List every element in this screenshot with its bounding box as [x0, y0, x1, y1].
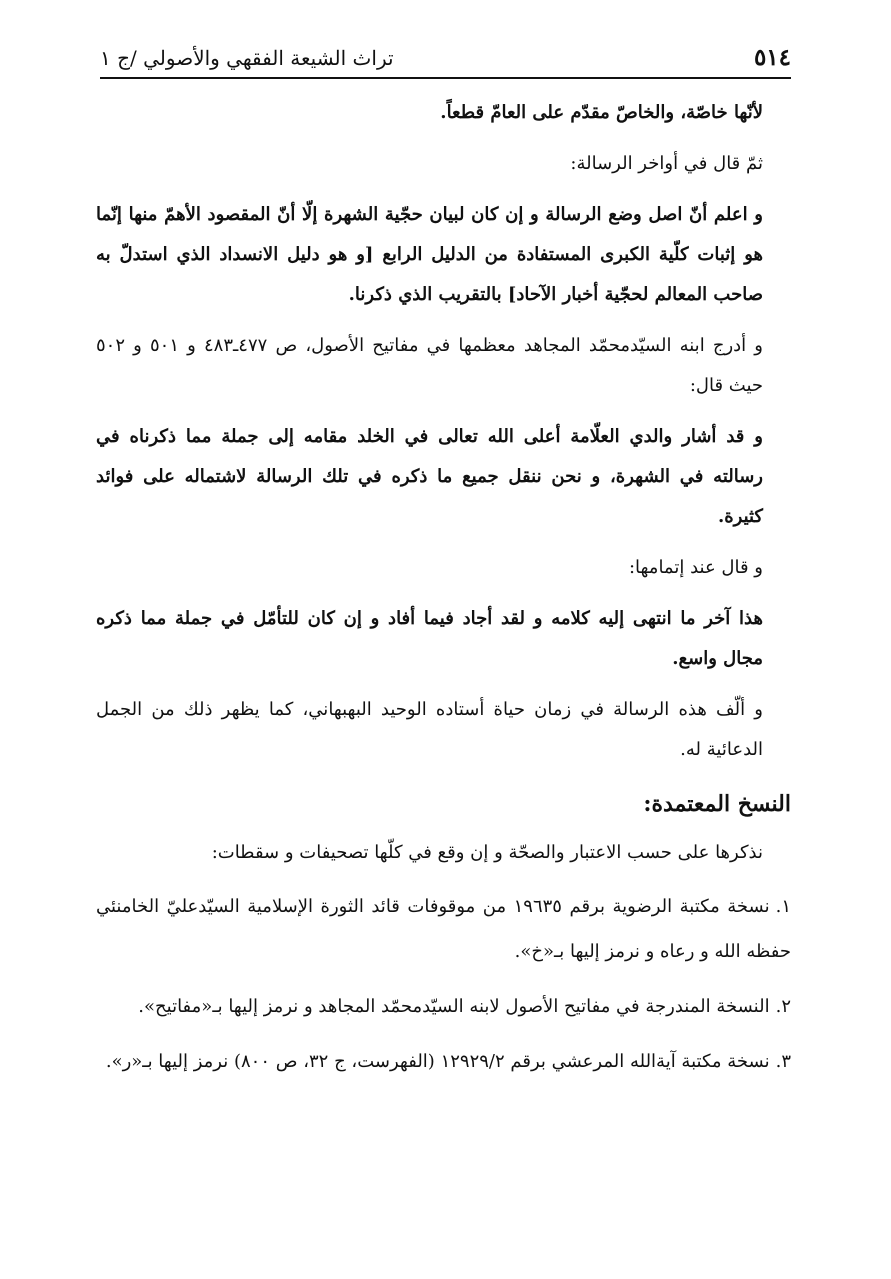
intro-paragraph-2: و قال عند إتمامها: — [628, 557, 763, 578]
list-item-text: النسخة المندرجة في مفاتيح الأصول لابنه السيّدمحمّد المجاهد و نرمز إليها بـ«مفاتيح». — [138, 996, 770, 1017]
page-number: ٥١٤ — [753, 44, 791, 71]
intro-paragraph-1: ثمّ قال في أواخر الرسالة: — [570, 153, 763, 174]
block-quote-1: و اعلم أنّ اصل وضع الرسالة و إن كان لبيان حجّية الشهرة إلّا أنّ المقصود الأهمّ منها إنّما هو إثبات كلّية الكبرى المستفادة من الدليل الرابع [و هو دليل الانسداد الذي استدلّ به صاحب المعالم لحجّية أخبار الآحاد] بالتقريب الذي ذكرنا. — [96, 204, 763, 305]
paragraph-4: نذكرها على حسب الاعتبار والصحّة و إن وقع في كلّها تصحيفات و سقطات: — [211, 842, 763, 863]
manuscript-list-item — [96, 984, 791, 1029]
paragraph-2: و أدرج ابنه السيّدمحمّد المجاهد معظمها في مفاتيح الأصول، ص ٤٧٧ـ٤٨٣ و ٥٠١ و ٥٠٢ حيث قال: — [96, 335, 764, 396]
list-item-text: نسخة مكتبة آيةالله المرعشي برقم ١٢٩٢٩/٢ (الفهرست، ج ٣٢، ص ٨٠٠) نرمز إليها بـ«ر». — [105, 1051, 770, 1072]
list-item-number: ٣. — [775, 1051, 791, 1072]
page-header — [100, 40, 791, 74]
manuscript-list-item — [96, 884, 791, 974]
block-quote-2: و قد أشار والدي العلّامة أعلى الله تعالى في الخلد مقامه إلى جملة مما ذكرناه في رسالته في الشهرة، و نحن ننقل جميع ما ذكره في تلك الرسالة لاشتماله على فوائد كثيرة. — [96, 426, 763, 527]
page-body — [96, 93, 791, 1094]
block-quote-3: هذا آخر ما انتهى إليه كلامه و لقد أجاد فيما أفاد و إن كان للتأمّل في جملة مما ذكره مجال واسع. — [96, 608, 763, 669]
running-title: تراث الشيعة الفقهي والأصولي /ج ١ — [100, 46, 394, 70]
list-item-number: ٢. — [775, 996, 791, 1017]
quote-continuation: لأنّها خاصّة، والخاصّ مقدّم على العامّ قطعاً. — [440, 102, 763, 123]
paragraph-3: و ألّف هذه الرسالة في زمان حياة أستاده الوحيد البهبهاني، كما يظهر ذلك من الجمل الدعائية له. — [96, 699, 763, 760]
manuscript-list-item — [96, 1039, 791, 1084]
list-item-number: ١. — [775, 896, 791, 917]
section-heading: النسخ المعتمدة: — [643, 791, 791, 817]
list-item-text: نسخة مكتبة الرضوية برقم ١٩٦٣٥ من موقوفات قائد الثورة الإسلامية السيّدعليّ الخامنئي حفظه الله و رعاه و نرمز إليها بـ«خ». — [96, 896, 791, 962]
header-divider — [100, 77, 791, 79]
